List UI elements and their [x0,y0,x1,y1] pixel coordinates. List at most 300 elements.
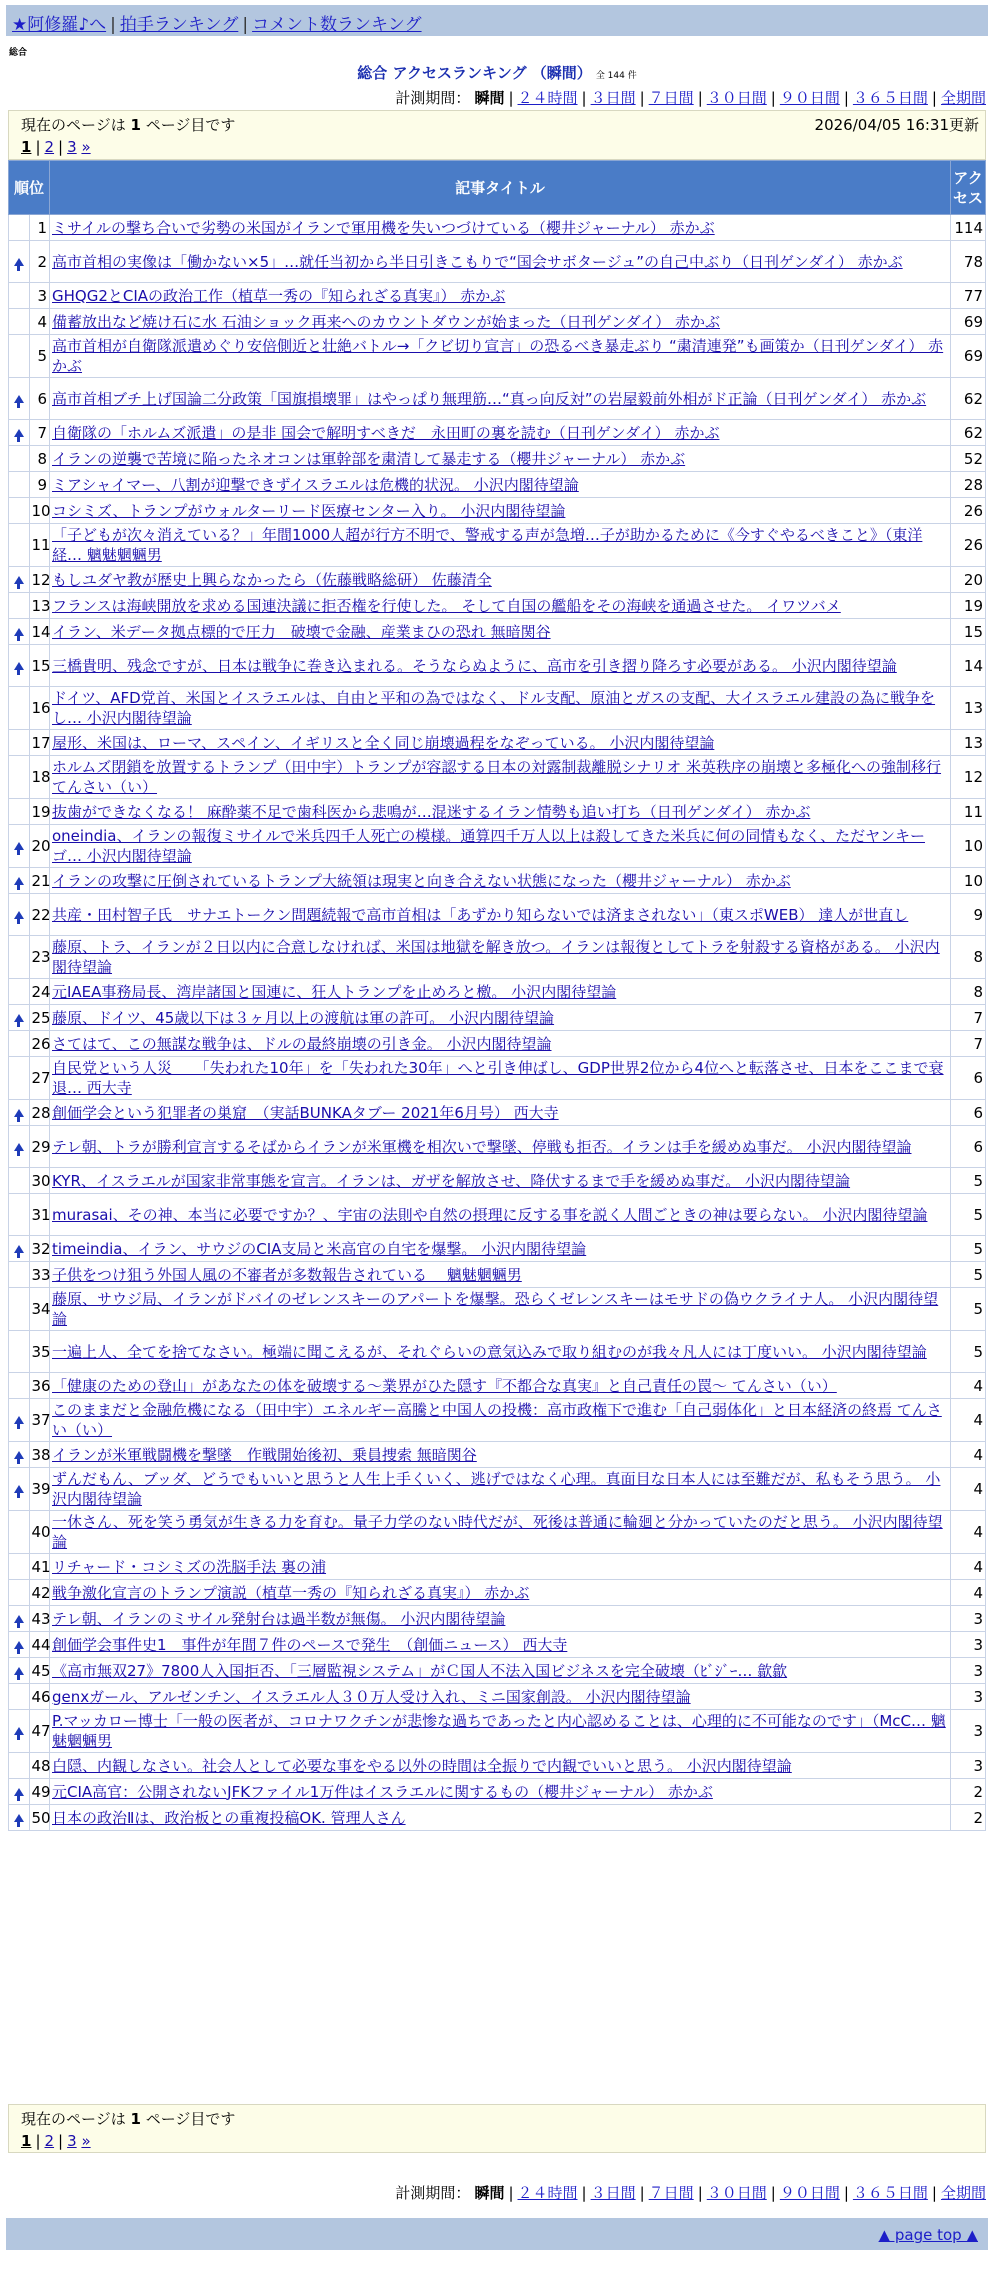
rank-number: 9 [29,472,50,498]
access-count: 19 [951,593,986,619]
access-count: 5 [951,1288,986,1331]
ranking-table [8,160,986,1831]
article-link[interactable]: イラン、米データ拠点標的で圧力 破壊で金融、産業まひの恐れ 無暗関谷 [52,622,551,641]
article-link[interactable]: P.マッカロー博士「一般の医者が、コロナワクチンが悲惨な過ちであったと内心認めることは、心理的に不可能なのです」（McC… 魑魅魍魎男 [52,1712,946,1750]
page-info-bottom [8,2104,986,2153]
rank-change-cell [9,894,30,936]
article-title-cell [50,1288,951,1331]
access-count: 4 [951,1373,986,1399]
access-count: 28 [951,472,986,498]
access-header: アクセス [951,161,986,215]
article-title-cell [50,446,951,472]
access-count: 4 [951,1511,986,1554]
top-nav-bar [6,5,988,36]
access-count: 5 [951,1194,986,1236]
period-separator: | [581,2184,587,2202]
article-link[interactable]: 抜歯ができなくなる！ 麻酔薬不足で歯科医から悲鳴が…混迷するイラン情勢も追い打ち（日刊ゲンダイ） 赤かぶ [52,802,811,821]
article-title-cell [50,1554,951,1580]
table-row [9,1442,986,1468]
article-link[interactable]: 戦争激化宣言のトランプ演説（植草一秀の『知られざる真実』） 赤かぶ [52,1583,530,1602]
table-row [9,687,986,730]
access-count: 2 [951,1779,986,1805]
access-count: 3 [951,1753,986,1779]
article-title-cell [50,1632,951,1658]
period-link[interactable]: ３６５日間 [852,2184,928,2202]
table-row [9,567,986,593]
pager-separator: | [58,138,64,156]
current-page-text [21,2108,973,2129]
rank-number: 32 [29,1236,50,1262]
rank-number: 14 [29,619,50,645]
rank-number: 29 [29,1126,50,1168]
table-row [9,283,986,309]
period-separator: | [931,2184,937,2202]
rank-number: 26 [29,1031,50,1057]
table-row [9,619,986,645]
article-link[interactable]: テレ朝、トラが勝利宣言するそばからイランが米軍機を相次いで撃墜、停戦も拒否。イランは手を緩めぬ事だ。 小沢内閣待望論 [52,1137,912,1156]
access-count: 12 [951,756,986,799]
table-row [9,498,986,524]
rank-number: 45 [29,1658,50,1684]
table-row [9,1805,986,1831]
rank-change-cell [9,1779,30,1805]
period-current: 瞬間 [474,2184,505,2202]
article-title-cell [50,309,951,335]
table-row [9,335,986,378]
article-title-cell [50,1468,951,1511]
rank-change-cell [9,1606,30,1632]
article-title-cell [50,868,951,894]
article-link[interactable]: 藤原、サウジ局、イランがドバイのゼレンスキーのアパートを爆撃。恐らくゼレンスキーはモサドの偽ウクライナ人。 小沢内閣待望論 [52,1290,939,1328]
pager-top [21,138,973,156]
period-separator: | [843,2184,849,2202]
page-title [0,62,994,83]
access-count: 6 [951,1100,986,1126]
access-count: 6 [951,1057,986,1100]
article-link[interactable]: イランが米軍戦闘機を撃墜 作戦開始後初、乗員捜索 無暗関谷 [52,1445,477,1464]
article-link[interactable]: 自民党という人災 「失われた10年」を「失われた30年」へと引き伸ばし、GDP世界2位から4位へと転落させ、日本をここまで衰退… 西大寺 [52,1059,944,1097]
table-row [9,524,986,567]
rank-number: 24 [29,979,50,1005]
article-title-cell [50,1805,951,1831]
table-row [9,1468,986,1511]
access-count: 15 [951,619,986,645]
rank-number: 5 [29,335,50,378]
article-link[interactable]: ずんだもん、ブッダ、どうでもいいと思うと人生上手くいく、逃げではなく心理。真面目な日本人には至難だが、私もそう思う。 小沢内閣待望論 [52,1470,941,1508]
article-title-cell [50,1126,951,1168]
article-link[interactable]: murasai、その神、本当に必要ですか？、宇宙の法則や自然の摂理に反する事を説く人間ごときの神は要らない。 小沢内閣待望論 [52,1205,928,1224]
ranking-title: 総合 アクセスランキング （瞬間） [357,64,592,82]
access-count: 14 [951,645,986,687]
rank-number: 50 [29,1805,50,1831]
access-count: 20 [951,567,986,593]
rank-change-cell [9,825,30,868]
rank-up-arrow-icon [14,1641,24,1649]
rank-header: 順位 [9,161,50,215]
rank-number: 48 [29,1753,50,1779]
article-link[interactable]: 一休さん、死を笑う勇気が生きる力を育む。量子力学のない時代だが、死後は普通に輪廻と分かっていたのだと思う。 小沢内閣待望論 [52,1513,943,1551]
article-title-cell [50,283,951,309]
rank-change-cell [9,1057,30,1100]
rank-up-arrow-icon [14,1143,24,1151]
article-title-cell [50,756,951,799]
access-count: 5 [951,1236,986,1262]
article-link[interactable]: ミアシャイマー、八割が迎撃できずイスラエルは危機的状況。 小沢内閣待望論 [52,475,579,494]
rank-number: 10 [29,498,50,524]
article-link[interactable]: timeindia、イラン、サウジのCIA支局と米高官の自宅を爆撃。 小沢内閣待望論 [52,1239,587,1258]
rank-up-arrow-icon [14,877,24,885]
rank-number: 22 [29,894,50,936]
pager-page-link[interactable]: 3 [67,138,77,156]
rank-up-arrow-icon [14,1727,24,1735]
rank-number: 47 [29,1710,50,1753]
article-title-cell [50,619,951,645]
access-count: 4 [951,1554,986,1580]
rank-number: 4 [29,309,50,335]
article-title-cell [50,1753,951,1779]
table-row [9,446,986,472]
rank-number: 11 [29,524,50,567]
access-count: 9 [951,894,986,936]
table-row [9,1194,986,1236]
article-title-cell [50,1194,951,1236]
table-row [9,799,986,825]
table-row [9,936,986,979]
comment-ranking-link[interactable]: コメント数ランキング [252,15,422,35]
page-text-post: ページ目です [140,2110,236,2128]
rank-up-arrow-icon [14,1615,24,1623]
period-selector-bottom [395,2182,986,2203]
rank-change-cell [9,283,30,309]
period-link[interactable]: ９０日間 [779,2184,840,2202]
rank-change-cell [9,420,30,446]
access-count: 77 [951,283,986,309]
rank-number: 34 [29,1288,50,1331]
rank-up-arrow-icon [14,1245,24,1253]
rank-number: 13 [29,593,50,619]
article-title-cell [50,1710,951,1753]
article-title-cell [50,1031,951,1057]
article-link[interactable]: 備蓄放出など焼け石に水 石油ショック再来へのカウントダウンが始まった（日刊ゲンダイ） 赤かぶ [52,312,721,331]
table-row [9,756,986,799]
table-row [9,1511,986,1554]
article-title-cell [50,241,951,283]
article-link[interactable]: イランの逆襲で苦境に陥ったネオコンは軍幹部を粛清して暴走する（櫻井ジャーナル） 赤かぶ [52,449,686,468]
table-row [9,730,986,756]
rank-number: 2 [29,241,50,283]
article-link[interactable]: さてはて、この無謀な戦争は、ドルの最終崩壊の引き金。 小沢内閣待望論 [52,1034,552,1053]
pager-page-link[interactable]: 2 [44,2132,55,2150]
rank-change-cell [9,687,30,730]
article-link[interactable]: テレ朝、イランのミサイル発射台は過半数が無傷。 小沢内閣待望論 [52,1609,506,1628]
page-text-post: ページ目です [140,116,236,134]
title-header: 記事タイトル [50,161,951,215]
rank-change-cell [9,498,30,524]
article-title-cell [50,420,951,446]
article-link[interactable]: 白隠、内観しなさい。社会人として必要な事をやる以外の時間は全振りで内観でいいと思う。 小沢内閣待望論 [52,1756,792,1775]
article-link[interactable]: ホルムズ閉鎖を放置するトランプ（田中宇）トランプが容認する日本の対露制裁離脱シナリオ 米英秩序の崩壊と多極化への強制移行 てんさい（い） [52,758,942,796]
rank-number: 25 [29,1005,50,1031]
article-title-cell [50,936,951,979]
page-top-link[interactable]: ▲ page top ▲ [878,2226,978,2244]
article-title-cell [50,1511,951,1554]
article-title-cell [50,472,951,498]
article-title-cell [50,1100,951,1126]
period-link[interactable]: ３０日間 [706,2184,767,2202]
access-count: 4 [951,1580,986,1606]
article-link[interactable]: このままだと金融危機になる（田中宇）エネルギー高騰と中国人の投機：高市政権下で進む「自己弱体化」と日本経済の終焉 てんさい（い） [52,1401,942,1439]
access-count: 7 [951,1031,986,1057]
table-row [9,1331,986,1373]
access-count: 5 [951,1331,986,1373]
article-title-cell [50,567,951,593]
rank-up-arrow-icon [14,842,24,850]
period-link[interactable]: 全期間 [940,89,986,107]
article-link[interactable]: 藤原、トラ、イランが２日以内に合意しなければ、米国は地獄を解き放つ。イランは報復としてトラを射殺する資格がある。 小沢内閣待望論 [52,938,940,976]
rank-number: 12 [29,567,50,593]
rank-change-cell [9,309,30,335]
rank-number: 1 [29,215,50,241]
article-link[interactable]: KYR、イスラエルが国家非常事態を宣言。イランは、ガザを解放させ、降伏するまで手を緩めぬ事だ。 小沢内閣待望論 [52,1171,851,1190]
article-link[interactable]: 屋形、米国は、ローマ、スペイン、イギリスと全く同じ崩壊過程をなぞっている。 小沢内閣待望論 [52,733,715,752]
pager-next-link[interactable]: » [81,138,91,156]
article-link[interactable]: 共産・田村智子氏 サナエトークン問題続報で高市首相は「あずかり知らないでは済まされない」（東スポWEB） 達人が世直し [52,905,909,924]
article-title-cell [50,1658,951,1684]
page-text-pre: 現在のページは [21,2110,131,2128]
period-link[interactable]: ３６５日間 [852,89,928,107]
period-separator: | [770,89,776,107]
article-link[interactable]: 自衛隊の「ホルムズ派遣」の是非 国会で解明すべきだ 永田町の裏を読む（日刊ゲンダイ） 赤かぶ [52,423,720,442]
period-link[interactable]: ２４時間 [517,2184,578,2202]
access-count: 52 [951,446,986,472]
pager-separator: | [58,2132,64,2150]
rank-number: 28 [29,1100,50,1126]
rank-up-arrow-icon [14,1014,24,1022]
article-title-cell [50,215,951,241]
access-count: 26 [951,524,986,567]
article-link[interactable]: 元IAEA事務局長、湾岸諸国と国連に、狂人トランプを止めろと檄。 小沢内閣待望論 [52,982,617,1001]
access-count: 114 [951,215,986,241]
table-row [9,1126,986,1168]
article-link[interactable]: 「子どもが次々消えている？」年間1000人超が行方不明で、警戒する声が急増…子が助かるために《今すぐやるべきこと》（東洋経… 魑魅魍魎男 [52,526,923,564]
rank-number: 31 [29,1194,50,1236]
pager-current-page: 1 [21,2132,32,2150]
rank-number: 33 [29,1262,50,1288]
article-title-cell [50,894,951,936]
article-link[interactable]: 藤原、ドイツ、45歳以下は３ヶ月以上の渡航は軍の許可。 小沢内閣待望論 [52,1008,555,1027]
article-link[interactable]: 子供をつけ狙う外国人風の不審者が多数報告されている 魑魅魍魎男 [52,1265,522,1284]
table-row [9,1057,986,1100]
article-link[interactable]: oneindia、イランの報復ミサイルで米兵四千人死亡の模様。通算四千万人以上は殺してきた米兵に何の同情もなく、ただヤンキーゴ… 小沢内閣待望論 [52,827,925,865]
period-link[interactable]: ９０日間 [779,89,840,107]
rank-change-cell [9,1005,30,1031]
table-row [9,894,986,936]
rank-change-cell [9,1031,30,1057]
table-row [9,420,986,446]
article-link[interactable]: 日本の政治Ⅱは、政治板との重複投稿OK. 管理人さん [52,1808,406,1827]
table-row [9,1373,986,1399]
access-count: 3 [951,1658,986,1684]
table-row [9,241,986,283]
access-count: 2 [951,1805,986,1831]
rank-change-cell [9,1262,30,1288]
access-count: 13 [951,730,986,756]
period-link[interactable]: ３日間 [590,89,636,107]
rank-up-arrow-icon [14,429,24,437]
rank-number: 41 [29,1554,50,1580]
article-link[interactable]: もしユダヤ教が歴史上興らなかったら（佐藤戦略総研） 佐藤清全 [52,570,492,589]
article-link[interactable]: 元CIA高官：公開されないJFKファイル1万件はイスラエルに関するもの（櫻井ジャーナル） 赤かぶ [52,1782,713,1801]
rank-change-cell [9,1554,30,1580]
article-title-cell [50,799,951,825]
access-count: 6 [951,1126,986,1168]
article-link[interactable]: コシミズ、トランプがウォルターリード医療センター入り。 小沢内閣待望論 [52,501,566,520]
rank-number: 23 [29,936,50,979]
rank-change-cell [9,567,30,593]
pager-next-link[interactable]: » [81,2132,91,2150]
article-link[interactable]: 創価学会事件史1 事件が年間７件のペースで発生 （創価ニュース） 西大寺 [52,1635,568,1654]
rank-up-arrow-icon [14,628,24,636]
rank-number: 15 [29,645,50,687]
table-row [9,645,986,687]
access-count: 4 [951,1399,986,1442]
table-row [9,1684,986,1710]
access-count: 5 [951,1168,986,1194]
rank-up-arrow-icon [14,1451,24,1459]
pager-current-page: 1 [21,138,32,156]
table-row [9,1580,986,1606]
rank-number: 3 [29,283,50,309]
period-link[interactable]: ７日間 [648,89,694,107]
period-separator: | [931,89,937,107]
article-title-cell [50,1236,951,1262]
rank-change-cell [9,979,30,1005]
article-title-cell [50,1684,951,1710]
period-label: 計測期間： [395,89,471,107]
nav-separator: | [242,15,249,35]
rank-number: 44 [29,1632,50,1658]
rank-change-cell [9,619,30,645]
period-separator: | [508,89,514,107]
table-row [9,472,986,498]
clap-ranking-link[interactable]: 拍手ランキング [119,15,239,35]
article-link[interactable]: フランスは海峡開放を求める国連決議に拒否権を行使した。 そして自国の艦船をその海峡を通過させた。 イワツバメ [52,596,841,615]
access-count: 11 [951,799,986,825]
pager-page-link[interactable]: 2 [44,138,55,156]
rank-change-cell [9,215,30,241]
article-title-cell [50,1057,951,1100]
access-count: 4 [951,1468,986,1511]
pager-page-link[interactable]: 3 [67,2132,77,2150]
rank-change-cell [9,1399,30,1442]
table-row [9,1753,986,1779]
rank-up-arrow-icon [14,1667,24,1675]
rank-number: 16 [29,687,50,730]
article-link[interactable]: ドイツ、AFD党首、米国とイスラエルは、自由と平和の為ではなく、ドル支配、原油とガスの支配、大イスラエル建設の為に戦争をし… 小沢内閣待望論 [52,689,936,727]
rank-change-cell [9,1511,30,1554]
period-selector-top [395,87,986,108]
article-title-cell [50,825,951,868]
rank-number: 27 [29,1057,50,1100]
rank-number: 6 [29,378,50,420]
article-link[interactable]: 一遍上人、全てを捨てなさい。極端に聞こえるが、それぐらいの意気込みで取り組むのが我々凡人には丁度いい。 小沢内閣待望論 [52,1342,927,1361]
table-row [9,1606,986,1632]
rank-change-cell [9,1580,30,1606]
period-link[interactable]: ７日間 [648,2184,694,2202]
rank-number: 42 [29,1580,50,1606]
asyura-home-link[interactable]: ★阿修羅♪へ [12,15,107,35]
article-link[interactable]: 創価学会という犯罪者の巣窟 （実話BUNKAタブー 2021年6月号） 西大寺 [52,1103,559,1122]
period-separator: | [697,89,703,107]
article-title-cell [50,1262,951,1288]
period-link[interactable]: ２４時間 [517,89,578,107]
period-link[interactable]: ３０日間 [706,89,767,107]
rank-change-cell [9,472,30,498]
period-separator: | [697,2184,703,2202]
table-row [9,1031,986,1057]
article-link[interactable]: リチャード・コシミズの洗脳手法 裏の浦 [52,1557,327,1576]
rank-number: 19 [29,799,50,825]
table-row [9,309,986,335]
table-header [9,161,986,215]
article-title-cell [50,524,951,567]
table-row [9,1005,986,1031]
rank-number: 39 [29,1468,50,1511]
article-link[interactable]: 三橋貴明、残念ですが、日本は戦争に巻き込まれる。そうならぬように、高市を引き摺り降ろす必要がある。 小沢内閣待望論 [52,656,897,675]
article-link[interactable]: 《高市無双27》7800人入国拒否、「三層監視システム」がＣ国人不法入国ビジネスを完全破壊（ﾋﾞｼﾞｰ… 歙歙 [52,1661,788,1680]
access-count: 5 [951,1262,986,1288]
article-title-cell [50,645,951,687]
rank-change-cell [9,799,30,825]
rank-change-cell [9,1331,30,1373]
table-row [9,979,986,1005]
rank-number: 40 [29,1511,50,1554]
rank-change-cell [9,730,30,756]
period-link[interactable]: ３日間 [590,2184,636,2202]
period-separator: | [639,89,645,107]
table-row [9,215,986,241]
rank-change-cell [9,1710,30,1753]
article-link[interactable]: ミサイルの撃ち合いで劣勢の米国がイランで軍用機を失いつづけている（櫻井ジャーナル） 赤かぶ [52,218,715,237]
article-link[interactable]: 「健康のための登山」があなたの体を破壊する～業界がひた隠す『不都合な真実』と自己責任の罠～ てんさい（い） [52,1376,837,1395]
article-title-cell [50,378,951,420]
rank-number: 38 [29,1442,50,1468]
rank-change-cell [9,1805,30,1831]
article-link[interactable]: 高市首相ブチ上げ国論二分政策「国旗損壊罪」はやっぱり無理筋…“真っ向反対”の岩屋毅前外相がド正論（日刊ゲンダイ） 赤かぶ [52,389,927,408]
article-link[interactable]: GHQG2とCIAの政治工作（植草一秀の『知られざる真実』） 赤かぶ [52,286,506,305]
period-label: 計測期間： [395,2184,471,2202]
article-title-cell [50,593,951,619]
access-count: 62 [951,378,986,420]
access-count: 10 [951,868,986,894]
access-count: 3 [951,1632,986,1658]
article-link[interactable]: genxガール、アルゼンチン、イスラエル人３０万人受け入れ、ミニ国家創設。 小沢内閣待望論 [52,1687,691,1706]
page-num: 1 [130,2110,141,2128]
bottom-bar [6,2218,988,2250]
article-title-cell [50,1580,951,1606]
pager-bottom [21,2132,973,2150]
article-link[interactable]: イランの攻撃に圧倒されているトランプ大統領は現実と向き合えない状態になった（櫻井ジャーナル） 赤かぶ [52,871,791,890]
rank-change-cell [9,1658,30,1684]
rank-change-cell [9,446,30,472]
rank-change-cell [9,1288,30,1331]
period-link[interactable]: 全期間 [940,2184,986,2202]
nav-separator: | [110,15,116,35]
period-separator: | [770,2184,776,2202]
article-link[interactable]: 高市首相が自衛隊派遣めぐり安倍側近と壮絶バトル→「クビ切り宣言」の恐るべき暴走ぶり “粛清連発”も画策か（日刊ゲンダイ） 赤かぶ [52,337,944,375]
rank-change-cell [9,378,30,420]
article-link[interactable]: 高市首相の実像は「働かない×5」…就任当初から半日引きこもりで“国会サボタージュ”の自己中ぶり（日刊ゲンダイ） 赤かぶ [52,252,903,271]
